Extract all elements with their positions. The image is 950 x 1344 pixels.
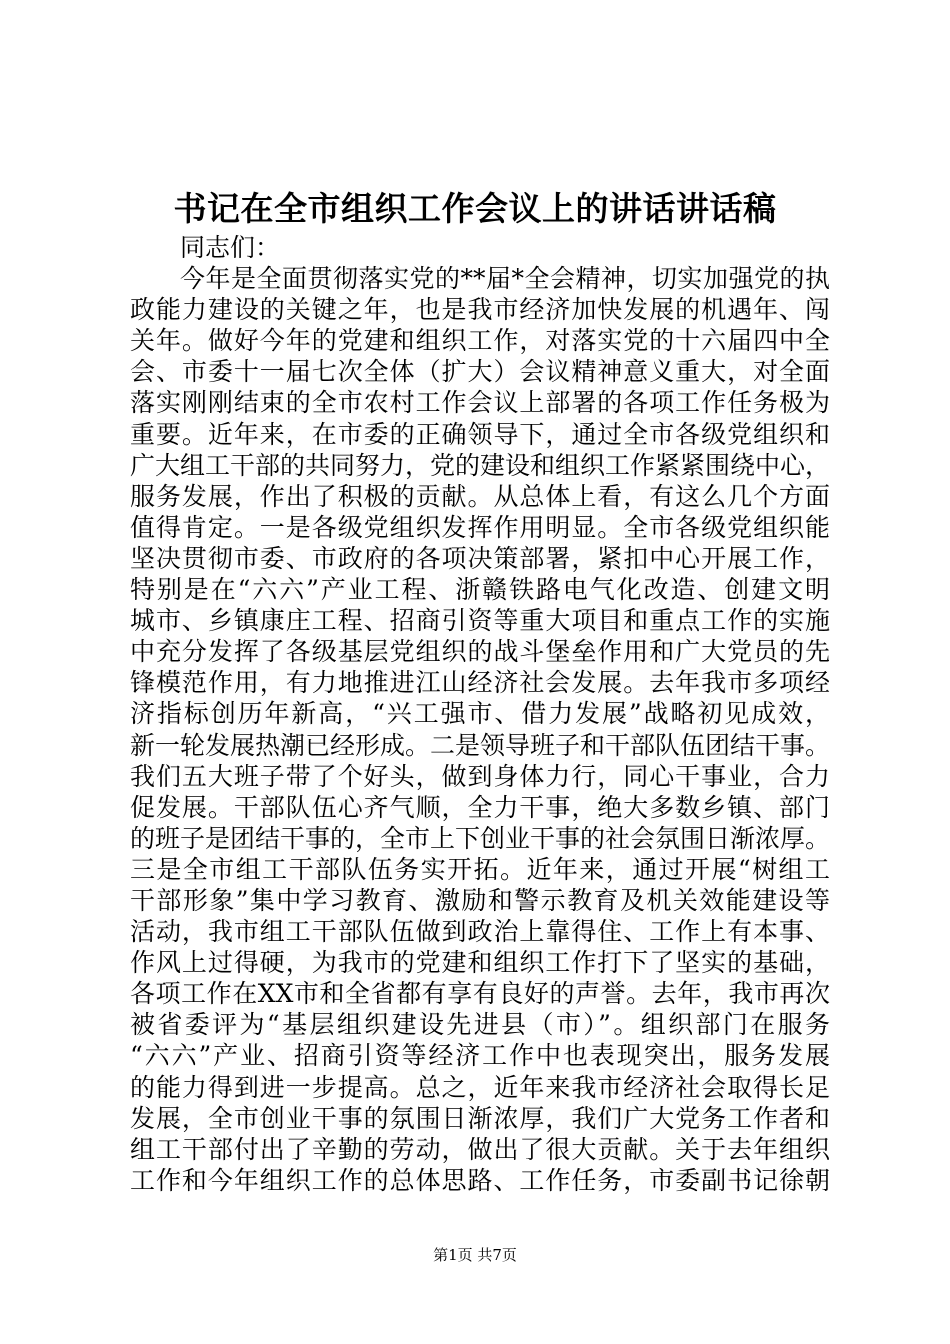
body-line: 城市、乡镇康庄工程、招商引资等重大项目和重点工作的实施	[130, 606, 830, 636]
body-line: 三是全市组工干部队伍务实开拓。近年来，通过开展“树组工	[130, 854, 830, 884]
body-line: 的班子是团结干事的，全市上下创业干事的社会氛围日渐浓厚。	[130, 823, 830, 853]
body-line: 重要。近年来，在市委的正确领导下，通过全市各级党组织和	[130, 419, 830, 449]
document-body	[130, 232, 830, 1196]
body-line: 会、市委十一届七次全体（扩大）会议精神意义重大，对全面	[130, 357, 830, 387]
body-line: 坚决贯彻市委、市政府的各项决策部署，紧扣中心开展工作，	[130, 543, 830, 573]
body-line: 济指标创历年新高，“兴工强市、借力发展”战略初见成效，	[130, 699, 830, 729]
body-line: “六六”产业、招商引资等经济工作中也表现突出，服务发展	[130, 1041, 830, 1071]
body-line: 落实刚刚结束的全市农村工作会议上部署的各项工作任务极为	[130, 388, 830, 418]
page-number-footer: 第1页 共7页	[433, 1246, 517, 1264]
body-line: 被省委评为“基层组织建设先进县（市）”。组织部门在服务	[130, 1010, 830, 1040]
body-line: 工作和今年组织工作的总体思路、工作任务，市委副书记徐朝	[130, 1165, 830, 1195]
body-line: 活动，我市组工干部队伍做到政治上靠得住、工作上有本事、	[130, 917, 830, 947]
body-line: 各项工作在XX市和全省都有享有良好的声誉。去年，我市再次	[130, 979, 830, 1009]
body-line: 中充分发挥了各级基层党组织的战斗堡垒作用和广大党员的先	[130, 637, 830, 667]
body-line: 发展，全市创业干事的氛围日渐浓厚，我们广大党务工作者和	[130, 1103, 830, 1133]
body-line: 值得肯定。一是各级党组织发挥作用明显。全市各级党组织能	[130, 512, 830, 542]
body-line: 今年是全面贯彻落实党的**届*全会精神，切实加强党的执	[180, 264, 830, 294]
body-line: 关年。做好今年的党建和组织工作，对落实党的十六届四中全	[130, 326, 830, 356]
body-line: 促发展。干部队伍心齐气顺，全力干事，绝大多数乡镇、部门	[130, 792, 830, 822]
body-line: 干部形象”集中学习教育、激励和警示教育及机关效能建设等	[130, 885, 830, 915]
body-line: 作风上过得硬，为我市的党建和组织工作打下了坚实的基础，	[130, 948, 830, 978]
body-line: 广大组工干部的共同努力，党的建设和组织工作紧紧围绕中心，	[130, 450, 830, 480]
body-line: 我们五大班子带了个好头，做到身体力行，同心干事业，合力	[130, 761, 830, 791]
body-line: 组工干部付出了辛勤的劳动，做出了很大贡献。关于去年组织	[130, 1134, 830, 1164]
body-line: 锋模范作用，有力地推进江山经济社会发展。去年我市多项经	[130, 668, 830, 698]
body-line: 政能力建设的关键之年，也是我市经济加快发展的机遇年、闯	[130, 295, 830, 325]
body-line: 的能力得到进一步提高。总之，近年来我市经济社会取得长足	[130, 1072, 830, 1102]
body-line: 特别是在“六六”产业工程、浙赣铁路电气化改造、创建文明	[130, 575, 830, 605]
body-line: 新一轮发展热潮已经形成。二是领导班子和干部队伍团结干事。	[130, 730, 830, 760]
body-line: 服务发展，作出了积极的贡献。从总体上看，有这么几个方面	[130, 481, 830, 511]
salutation: 同志们：	[180, 233, 281, 262]
document-title: 书记在全市组织工作会议上的讲话讲话稿	[173, 189, 777, 228]
